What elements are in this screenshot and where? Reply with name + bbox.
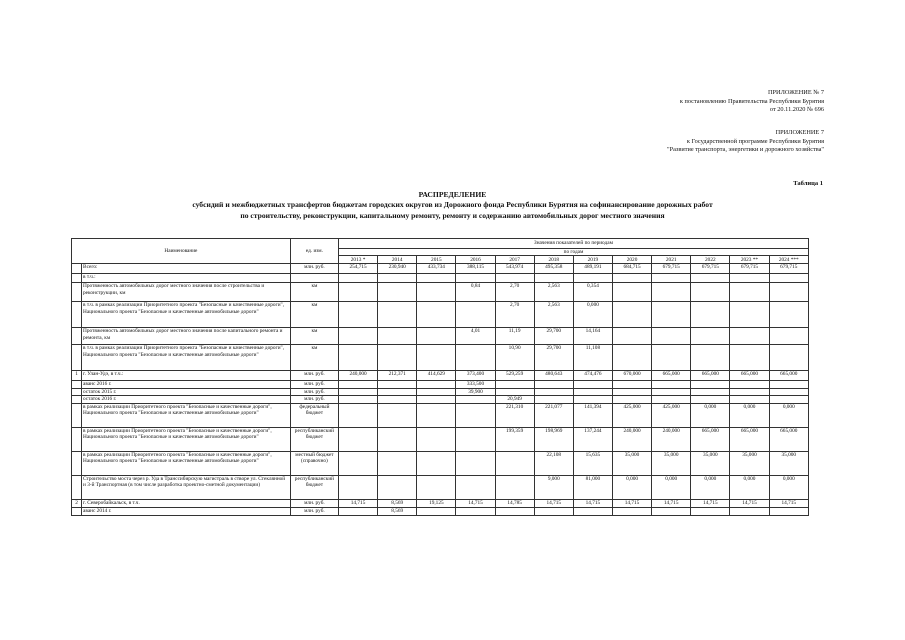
value-cell (691, 345, 730, 371)
value-cell (417, 302, 456, 328)
row-name: г. Улан-Удэ, в т.ч.: (82, 371, 291, 381)
row-number (72, 451, 82, 475)
value-cell (417, 507, 456, 515)
value-cell: 665,000 (769, 371, 808, 381)
value-cell (339, 328, 378, 345)
value-cell (652, 328, 691, 345)
document-title (0, 190, 905, 221)
value-cell (691, 328, 730, 345)
row-name: остаток 2016 г. (82, 396, 291, 403)
row-name: аванс 2014 г. (82, 507, 291, 515)
appendix-line: от 20.11.2020 № 696 (769, 106, 824, 114)
value-cell: 543,974 (495, 264, 534, 274)
appendix-line: ПРИЛОЖЕНИЕ 7 (775, 129, 824, 136)
row-number (72, 264, 82, 274)
row-number: 2 (72, 499, 82, 507)
value-cell: 221,310 (495, 403, 534, 427)
value-cell (417, 396, 456, 403)
value-cell (612, 345, 651, 371)
value-cell: 665,000 (691, 371, 730, 381)
appendix-header (680, 89, 824, 115)
table-row (72, 427, 809, 451)
value-cell (456, 507, 495, 515)
value-cell: 388,115 (456, 264, 495, 274)
value-cell: 333,500 (456, 381, 495, 388)
row-number (72, 396, 82, 403)
value-cell (730, 345, 769, 371)
row-number (72, 507, 82, 515)
value-cell (769, 507, 808, 515)
row-number: 1 (72, 371, 82, 381)
value-cell (378, 427, 417, 451)
value-cell: 0,000 (612, 475, 651, 499)
value-cell: 0,000 (691, 403, 730, 427)
value-cell (691, 388, 730, 395)
table-row (72, 371, 809, 381)
value-cell: 14,715 (652, 499, 691, 507)
year-header: 2024 *** (769, 256, 808, 264)
row-number (72, 302, 82, 328)
value-cell: 373,400 (456, 371, 495, 381)
value-cell: 670,000 (612, 371, 651, 381)
value-cell: 230,940 (378, 264, 417, 274)
value-cell (730, 396, 769, 403)
value-cell: 480,643 (534, 371, 573, 381)
value-cell: 14,715 (612, 499, 651, 507)
value-cell: 489,191 (573, 264, 612, 274)
value-cell: 240,000 (612, 427, 651, 451)
value-cell: 2,70 (495, 283, 534, 302)
value-cell (456, 427, 495, 451)
value-cell (456, 403, 495, 427)
value-cell (612, 381, 651, 388)
value-cell (652, 302, 691, 328)
row-unit (290, 274, 338, 283)
value-cell (378, 396, 417, 403)
value-cell (417, 283, 456, 302)
value-cell: 10,90 (495, 345, 534, 371)
row-name: аванс 2016 г. (82, 381, 291, 388)
row-name: в т.ч.: (82, 274, 291, 283)
value-cell (691, 283, 730, 302)
value-cell (339, 345, 378, 371)
value-cell: 221,077 (534, 403, 573, 427)
table-row (72, 345, 809, 371)
value-cell (730, 388, 769, 395)
value-cell: 665,000 (730, 371, 769, 381)
appendix-line: к Государственной программе Республики Бурятия (686, 137, 824, 145)
value-cell (339, 283, 378, 302)
row-name: в рамках реализации Приоритетного проекта "Безопасные и качественные дороги", Национального проекта "Безопасные и качественные автомобильные дороги" (82, 403, 291, 427)
row-name: Строительство моста через р. Уда в Транссибирскую магистраль в створе ул. Стеклянной и 3-й Транспортная (в том числе разработка проектно-сметной документации) (82, 475, 291, 499)
value-cell (339, 427, 378, 451)
table-row (72, 396, 809, 403)
value-cell (378, 274, 417, 283)
value-cell (417, 475, 456, 499)
row-unit: км (290, 302, 338, 328)
value-cell: 14,715 (534, 499, 573, 507)
year-header: 2021 (652, 256, 691, 264)
value-cell (339, 507, 378, 515)
value-cell: 665,000 (652, 371, 691, 381)
table-row (72, 475, 809, 499)
value-cell (652, 381, 691, 388)
row-number (72, 475, 82, 499)
value-cell: 22,108 (534, 451, 573, 475)
row-number (72, 381, 82, 388)
value-cell (730, 381, 769, 388)
row-name: в т.ч. в рамках реализации Приоритетного проекта "Безопасные и качественные дороги", Национального проекта "Безопасные и качественные автомобильные дороги" (82, 345, 291, 371)
row-unit: млн. руб. (290, 388, 338, 395)
row-name: г. Северобайкальск, в т.ч. (82, 499, 291, 507)
value-cell (652, 507, 691, 515)
value-cell: 414,629 (417, 371, 456, 381)
year-header: 2013 * (339, 256, 378, 264)
value-cell: 11,19 (495, 328, 534, 345)
value-cell: 199,359 (495, 427, 534, 451)
value-cell (378, 283, 417, 302)
value-cell: 665,000 (769, 427, 808, 451)
value-cell (730, 507, 769, 515)
year-header: 2023 ** (730, 256, 769, 264)
value-cell (534, 396, 573, 403)
value-cell (456, 302, 495, 328)
table-number: Таблица 1 (793, 180, 823, 187)
value-cell (417, 403, 456, 427)
value-cell (730, 302, 769, 328)
row-number (72, 328, 82, 345)
row-number (72, 283, 82, 302)
value-cell: 14,164 (573, 328, 612, 345)
value-cell: 19,125 (417, 499, 456, 507)
value-cell: 14,715 (339, 499, 378, 507)
row-name: в рамках реализации Приоритетного проекта "Безопасные и качественные дороги", Национального проекта "Безопасные и качественные автомобильные дороги" (82, 427, 291, 451)
table-row (72, 302, 809, 328)
value-cell: 679,715 (691, 264, 730, 274)
value-cell (769, 388, 808, 395)
value-cell: 433,734 (417, 264, 456, 274)
row-name: остаток 2015 г. (82, 388, 291, 395)
appendix-line: ПРИЛОЖЕНИЕ № 7 (768, 89, 824, 96)
value-cell (652, 283, 691, 302)
row-name: Протяженность автомобильных дорог местного значения после капитального ремонта и ремонта, км (82, 328, 291, 345)
value-cell (573, 381, 612, 388)
row-name: в рамках реализации Приоритетного проекта "Безопасные и качественные дороги", Национального проекта "Безопасные и качественные автомобильные дороги" (82, 451, 291, 475)
appendix-program-header (667, 129, 824, 155)
value-cell: 2,70 (495, 302, 534, 328)
value-cell: 8,569 (378, 499, 417, 507)
value-cell: 0,000 (769, 475, 808, 499)
year-header: 2019 (573, 256, 612, 264)
col-header-years: по годам (339, 249, 809, 256)
appendix-line: к постановлению Правительства Республики Бурятия (679, 97, 824, 105)
value-cell: 14,785 (495, 499, 534, 507)
value-cell (417, 274, 456, 283)
value-cell: 35,000 (652, 451, 691, 475)
row-unit: км (290, 345, 338, 371)
value-cell: 0,000 (769, 403, 808, 427)
value-cell: 425,000 (652, 403, 691, 427)
table-row (72, 274, 809, 283)
row-unit: млн. руб. (290, 507, 338, 515)
value-cell (730, 274, 769, 283)
row-unit: млн. руб. (290, 499, 338, 507)
value-cell (339, 274, 378, 283)
value-cell (612, 507, 651, 515)
value-cell (378, 381, 417, 388)
value-cell (339, 451, 378, 475)
distribution-table (71, 238, 809, 516)
value-cell (495, 451, 534, 475)
value-cell: 14,715 (691, 499, 730, 507)
value-cell: 0,000 (730, 403, 769, 427)
value-cell: 529,259 (495, 371, 534, 381)
value-cell: 35,000 (730, 451, 769, 475)
value-cell: 0,000 (573, 302, 612, 328)
year-header: 2015 (417, 256, 456, 264)
value-cell (339, 388, 378, 395)
value-cell: 240,000 (652, 427, 691, 451)
value-cell: 0,84 (456, 283, 495, 302)
value-cell (573, 507, 612, 515)
value-cell (378, 451, 417, 475)
value-cell: 2,563 (534, 283, 573, 302)
value-cell: 679,715 (652, 264, 691, 274)
value-cell (769, 345, 808, 371)
value-cell: 0,000 (730, 475, 769, 499)
value-cell (612, 388, 651, 395)
value-cell: 665,000 (730, 427, 769, 451)
value-cell (612, 396, 651, 403)
col-header-group: Значения показателей по периодам (339, 239, 809, 249)
year-header: 2018 (534, 256, 573, 264)
col-header-name: Наименование (72, 239, 291, 264)
row-unit: млн. руб. (290, 264, 338, 274)
table-row (72, 388, 809, 395)
table-row (72, 381, 809, 388)
value-cell (769, 396, 808, 403)
value-cell (534, 388, 573, 395)
value-cell (456, 451, 495, 475)
value-cell (769, 274, 808, 283)
value-cell: 81,000 (573, 475, 612, 499)
value-cell (456, 345, 495, 371)
value-cell: 20,949 (495, 396, 534, 403)
value-cell (378, 403, 417, 427)
value-cell: 35,000 (691, 451, 730, 475)
value-cell (339, 381, 378, 388)
row-unit: местный бюджет (справочно) (290, 451, 338, 475)
col-header-unit: ед. изм. (290, 239, 338, 264)
title-line: по строительству, реконструкции, капитальному ремонту, ремонту и содержанию автомобильных дорог местного значения (240, 210, 665, 220)
row-unit: млн. руб. (290, 396, 338, 403)
value-cell: 0,354 (573, 283, 612, 302)
value-cell: 474,476 (573, 371, 612, 381)
value-cell (691, 396, 730, 403)
value-cell: 2,563 (534, 302, 573, 328)
value-cell (612, 283, 651, 302)
value-cell: 14,715 (573, 499, 612, 507)
value-cell (417, 381, 456, 388)
title-line: субсидий и межбюджетных трансфертов бюджетам городских округов из Дорожного фонда Республики Бурятия на софинансирование дорожных работ (192, 200, 713, 210)
row-unit: млн. руб. (290, 371, 338, 381)
value-cell (534, 274, 573, 283)
value-cell: 14,715 (456, 499, 495, 507)
row-number (72, 274, 82, 283)
value-cell (417, 328, 456, 345)
value-cell: 14,715 (730, 499, 769, 507)
table-row (72, 264, 809, 274)
value-cell (456, 396, 495, 403)
row-name: в т.ч. в рамках реализации Приоритетного проекта "Безопасные и качественные дороги", Национального проекта "Безопасные и качественные автомобильные дороги" (82, 302, 291, 328)
value-cell: 679,715 (769, 264, 808, 274)
value-cell: 29,700 (534, 328, 573, 345)
table-row (72, 499, 809, 507)
value-cell: 8,569 (378, 507, 417, 515)
year-header: 2020 (612, 256, 651, 264)
value-cell: 15,635 (573, 451, 612, 475)
value-cell (691, 302, 730, 328)
value-cell (652, 345, 691, 371)
row-name: Всего: (82, 264, 291, 274)
value-cell: 14,715 (769, 499, 808, 507)
table-row (72, 451, 809, 475)
value-cell: 9,000 (534, 475, 573, 499)
row-number (72, 403, 82, 427)
value-cell: 0,000 (691, 475, 730, 499)
table-row (72, 507, 809, 515)
row-number (72, 345, 82, 371)
value-cell: 0,000 (652, 475, 691, 499)
value-cell (495, 507, 534, 515)
value-cell (573, 396, 612, 403)
value-cell: 4,01 (456, 328, 495, 345)
value-cell: 35,000 (612, 451, 651, 475)
value-cell (534, 381, 573, 388)
value-cell: 240,000 (339, 371, 378, 381)
row-unit: км (290, 328, 338, 345)
value-cell (417, 388, 456, 395)
value-cell (378, 345, 417, 371)
value-cell: 39,900 (456, 388, 495, 395)
value-cell (573, 274, 612, 283)
row-unit: республиканский бюджет (290, 427, 338, 451)
value-cell: 198,969 (534, 427, 573, 451)
value-cell (417, 451, 456, 475)
value-cell (339, 302, 378, 328)
value-cell (612, 302, 651, 328)
appendix-line: "Развитие транспорта, энергетики и дорожного хозяйства" (667, 146, 824, 154)
row-number (72, 427, 82, 451)
year-header: 2017 (495, 256, 534, 264)
value-cell (495, 475, 534, 499)
value-cell (769, 302, 808, 328)
year-header: 2016 (456, 256, 495, 264)
value-cell (769, 381, 808, 388)
row-unit: млн. руб. (290, 381, 338, 388)
value-cell: 35,000 (769, 451, 808, 475)
value-cell (339, 403, 378, 427)
value-cell (534, 507, 573, 515)
value-cell (378, 388, 417, 395)
value-cell: 684,715 (612, 264, 651, 274)
row-unit: км (290, 283, 338, 302)
value-cell (417, 427, 456, 451)
value-cell (378, 302, 417, 328)
value-cell (691, 507, 730, 515)
row-unit: федеральный бюджет (290, 403, 338, 427)
year-header: 2022 (691, 256, 730, 264)
value-cell (339, 475, 378, 499)
value-cell: 679,715 (730, 264, 769, 274)
value-cell (612, 328, 651, 345)
table-row (72, 283, 809, 302)
value-cell: 212,371 (378, 371, 417, 381)
value-cell (730, 283, 769, 302)
value-cell (378, 328, 417, 345)
value-cell (456, 475, 495, 499)
year-header: 2014 (378, 256, 417, 264)
table-row (72, 328, 809, 345)
value-cell (495, 381, 534, 388)
value-cell: 254,715 (339, 264, 378, 274)
value-cell (495, 388, 534, 395)
value-cell (339, 396, 378, 403)
value-cell: 29,700 (534, 345, 573, 371)
value-cell (456, 274, 495, 283)
value-cell (652, 396, 691, 403)
value-cell (769, 283, 808, 302)
row-name: Протяженность автомобильных дорог местного значения после строительства и реконструкции, км (82, 283, 291, 302)
value-cell (691, 274, 730, 283)
value-cell: 11,108 (573, 345, 612, 371)
value-cell: 141,394 (573, 403, 612, 427)
value-cell (417, 345, 456, 371)
title-line: РАСПРЕДЕЛЕНИЕ (418, 190, 487, 199)
value-cell (730, 328, 769, 345)
value-cell: 665,000 (691, 427, 730, 451)
value-cell (573, 388, 612, 395)
value-cell (378, 475, 417, 499)
row-number (72, 388, 82, 395)
value-cell: 495,358 (534, 264, 573, 274)
value-cell (495, 274, 534, 283)
row-unit: республиканский бюджет (290, 475, 338, 499)
table-row (72, 403, 809, 427)
value-cell (652, 388, 691, 395)
value-cell: 137,244 (573, 427, 612, 451)
value-cell (691, 381, 730, 388)
value-cell (769, 328, 808, 345)
value-cell (652, 274, 691, 283)
value-cell: 425,000 (612, 403, 651, 427)
value-cell (612, 274, 651, 283)
